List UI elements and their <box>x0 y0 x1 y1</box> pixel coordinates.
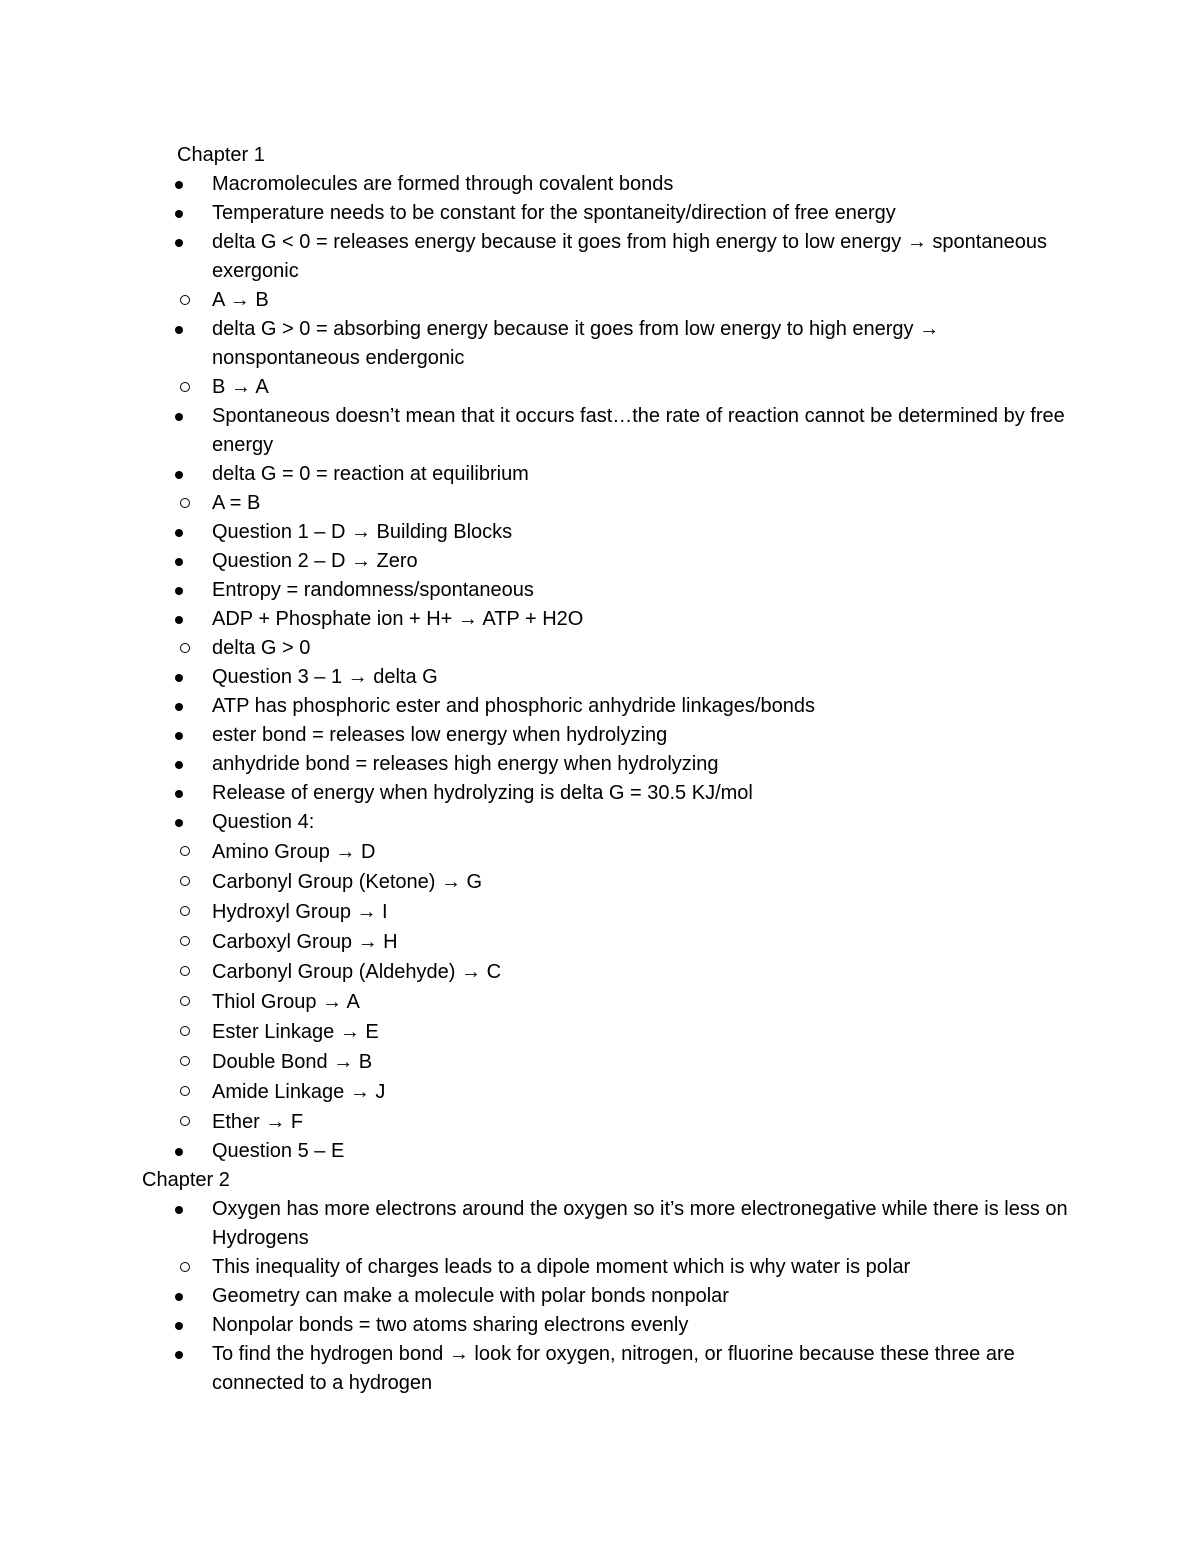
list-item-text: Question 3 – 1 → delta G <box>212 666 438 688</box>
sub-list <box>212 634 1072 663</box>
list-item-text: Nonpolar bonds = two atoms sharing electrons evenly <box>212 1314 689 1336</box>
sub-list-item-text: Carbonyl Group (Aldehyde) → C <box>212 961 502 983</box>
list-item <box>0 808 1072 1137</box>
list-item <box>0 750 1072 779</box>
circle-bullet-icon <box>180 1116 190 1126</box>
chapter-1-list <box>0 170 1200 1166</box>
sub-list <box>212 286 1072 315</box>
list-item-text: ester bond = releases low energy when hydrolyzing <box>212 724 668 746</box>
sub-list-item <box>142 897 1072 927</box>
sub-list-item <box>142 1077 1072 1107</box>
list-item <box>0 518 1072 547</box>
list-item <box>0 1195 1072 1282</box>
circle-bullet-icon <box>180 846 190 856</box>
sub-list-item-text: A = B <box>212 492 261 514</box>
bullet-icon <box>175 1293 183 1301</box>
circle-bullet-icon <box>180 906 190 916</box>
list-item-text: Question 5 – E <box>212 1140 345 1162</box>
list-item <box>0 315 1072 402</box>
bullet-icon <box>175 1351 183 1359</box>
sub-list-item <box>142 987 1072 1017</box>
sub-list-item <box>142 286 1072 315</box>
sub-list-item-text: Ester Linkage → E <box>212 1021 379 1043</box>
bullet-icon <box>175 558 183 566</box>
list-item <box>0 605 1072 663</box>
list-item <box>0 1340 1072 1398</box>
sub-list-item <box>142 1107 1072 1137</box>
circle-bullet-icon <box>180 382 190 392</box>
list-item <box>0 228 1072 315</box>
list-item-text: delta G < 0 = releases energy because it goes from high energy to low energy → spontaneous exergonic <box>212 231 1047 282</box>
bullet-icon <box>175 587 183 595</box>
sub-list-item <box>142 489 1072 518</box>
list-item-text: Geometry can make a molecule with polar bonds nonpolar <box>212 1285 729 1307</box>
list-item-text: To find the hydrogen bond → look for oxygen, nitrogen, or fluorine because these three are connected to a hydrogen <box>212 1343 1015 1394</box>
sub-list-item-text: Ether → F <box>212 1111 304 1133</box>
bullet-icon <box>175 616 183 624</box>
sub-list-item <box>142 837 1072 867</box>
list-item-text: Temperature needs to be constant for the spontaneity/direction of free energy <box>212 202 896 224</box>
list-item-text: Macromolecules are formed through covalent bonds <box>212 173 674 195</box>
sub-list-item-text: Double Bond → B <box>212 1051 373 1073</box>
sub-list-item-text: This inequality of charges leads to a dipole moment which is why water is polar <box>212 1256 911 1278</box>
list-item-text: Spontaneous doesn’t mean that it occurs fast…the rate of reaction cannot be determined by free energy <box>212 405 1065 456</box>
circle-bullet-icon <box>180 1026 190 1036</box>
bullet-icon <box>175 1206 183 1214</box>
bullet-icon <box>175 181 183 189</box>
list-item-text: Release of energy when hydrolyzing is delta G = 30.5 KJ/mol <box>212 782 753 804</box>
circle-bullet-icon <box>180 1056 190 1066</box>
bullet-icon <box>175 674 183 682</box>
list-item <box>0 663 1072 692</box>
list-item <box>0 779 1072 808</box>
list-item <box>0 547 1072 576</box>
circle-bullet-icon <box>180 876 190 886</box>
sub-list-item-text: A → B <box>212 289 269 311</box>
bullet-icon <box>175 790 183 798</box>
bullet-icon <box>175 326 183 334</box>
list-item <box>0 170 1072 199</box>
bullet-icon <box>175 210 183 218</box>
sub-list-item <box>142 1017 1072 1047</box>
sub-list-item-text: Hydroxyl Group → I <box>212 901 388 923</box>
sub-list-item-text: Carboxyl Group → H <box>212 931 398 953</box>
circle-bullet-icon <box>180 1262 190 1272</box>
circle-bullet-icon <box>180 936 190 946</box>
bullet-icon <box>175 413 183 421</box>
chapter-2-list <box>0 1195 1200 1398</box>
list-item-text: Question 4: <box>212 811 315 833</box>
circle-bullet-icon <box>180 643 190 653</box>
sub-list <box>212 489 1072 518</box>
list-item <box>0 460 1072 518</box>
list-item <box>0 1137 1072 1166</box>
bullet-icon <box>175 471 183 479</box>
chapter-2-heading: Chapter 2 <box>142 1169 230 1191</box>
sub-list-item-text: Carbonyl Group (Ketone) → G <box>212 871 483 893</box>
sub-list-item-text: Amide Linkage → J <box>212 1081 386 1103</box>
list-item-text: Oxygen has more electrons around the oxygen so it’s more electronegative while there is less on Hydrogens <box>212 1198 1068 1249</box>
list-item <box>0 576 1072 605</box>
bullet-icon <box>175 1148 183 1156</box>
list-item <box>0 692 1072 721</box>
circle-bullet-icon <box>180 295 190 305</box>
chapter-1-heading: Chapter 1 <box>177 144 265 166</box>
sub-list <box>212 1253 1072 1282</box>
bullet-icon <box>175 239 183 247</box>
sub-list-item <box>142 1047 1072 1077</box>
document-page <box>0 141 1200 1398</box>
list-item <box>0 721 1072 750</box>
list-item-text: Question 2 – D → Zero <box>212 550 418 572</box>
list-item <box>0 402 1072 460</box>
list-item-text: ADP + Phosphate ion + H+ → ATP + H2O <box>212 608 584 630</box>
sub-list-item-text: delta G > 0 <box>212 637 311 659</box>
sub-list <box>212 373 1072 402</box>
list-item-text: anhydride bond = releases high energy when hydrolyzing <box>212 753 719 775</box>
list-item-text: Question 1 – D → Building Blocks <box>212 521 513 543</box>
list-item <box>0 1311 1072 1340</box>
bullet-icon <box>175 761 183 769</box>
sub-list <box>212 837 1072 1137</box>
list-item <box>0 1282 1072 1311</box>
bullet-icon <box>175 1322 183 1330</box>
sub-list-item <box>142 957 1072 987</box>
list-item-text: delta G > 0 = absorbing energy because it goes from low energy to high energy → nonspontaneous endergonic <box>212 318 940 369</box>
circle-bullet-icon <box>180 996 190 1006</box>
list-item-text: Entropy = randomness/spontaneous <box>212 579 534 601</box>
bullet-icon <box>175 732 183 740</box>
list-item-text: delta G = 0 = reaction at equilibrium <box>212 463 529 485</box>
circle-bullet-icon <box>180 498 190 508</box>
sub-list-item <box>142 634 1072 663</box>
sub-list-item <box>142 867 1072 897</box>
sub-list-item <box>142 373 1072 402</box>
sub-list-item-text: Amino Group → D <box>212 841 376 863</box>
bullet-icon <box>175 703 183 711</box>
bullet-icon <box>175 529 183 537</box>
sub-list-item-text: Thiol Group → A <box>212 991 360 1013</box>
bullet-icon <box>175 819 183 827</box>
list-item <box>0 199 1072 228</box>
circle-bullet-icon <box>180 1086 190 1096</box>
sub-list-item-text: B → A <box>212 376 269 398</box>
list-item-text: ATP has phosphoric ester and phosphoric anhydride linkages/bonds <box>212 695 815 717</box>
sub-list-item <box>142 1253 1072 1282</box>
sub-list-item <box>142 927 1072 957</box>
circle-bullet-icon <box>180 966 190 976</box>
